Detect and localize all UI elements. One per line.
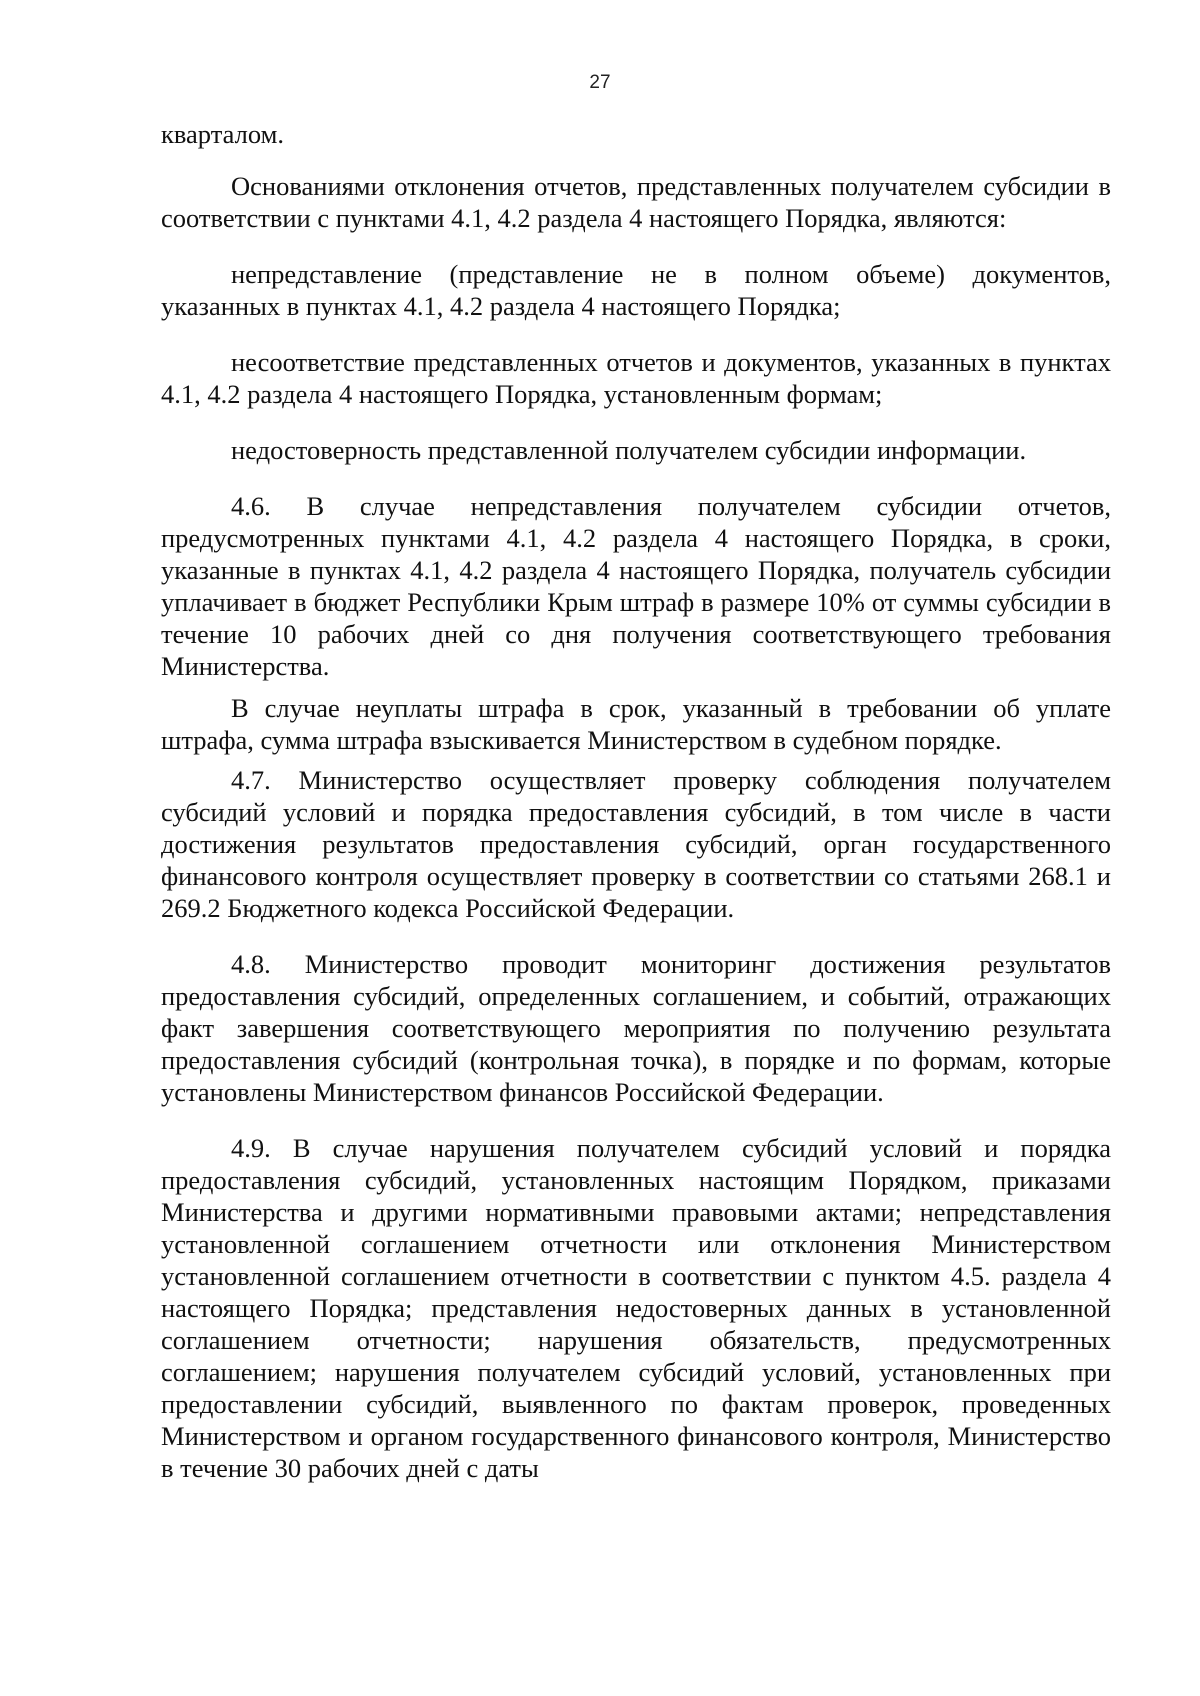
paragraph-ground-unreliability: недостоверность представленной получателем субсидии информации. (231, 435, 1027, 465)
paragraph-continuation: кварталом. (161, 119, 284, 149)
paragraph-rejection-grounds: Основаниями отклонения отчетов, представленных получателем субсидии в соответствии с пунктами 4.1, 4.2 раздела 4 настоящего Порядка, являются: (161, 171, 1111, 233)
paragraph-fine-nonpayment: В случае неуплаты штрафа в срок, указанный в требовании об уплате штрафа, сумма штрафа взыскивается Министерством в судебном порядке. (161, 693, 1111, 755)
paragraph-ground-nonconformity: несоответствие представленных отчетов и документов, указанных в пунктах 4.1, 4.2 раздела 4 настоящего Порядка, установленным формам; (161, 347, 1111, 409)
paragraph-4-8: 4.8. Министерство проводит мониторинг достижения результатов предоставления субсидий, определенных соглашением, и событий, отражающих факт завершения соответствующего мероприятия по получению результата предоставления субсидий (контрольная точка), в порядке и по формам, которые установлены Министерством финансов Российской Федерации. (161, 949, 1111, 1107)
paragraph-4-7: 4.7. Министерство осуществляет проверку соблюдения получателем субсидий условий и порядка предоставления субсидий, в том числе в части достижения результатов предоставления субсидий, орган государственного финансового контроля осуществляет проверку в соответствии со статьями 268.1 и 269.2 Бюджетного кодекса Российской Федерации. (161, 765, 1111, 923)
document-body (161, 118, 1111, 1484)
paragraph-4-9: 4.9. В случае нарушения получателем субсидий условий и порядка предоставления субсидий, установленных настоящим Порядком, приказами Министерства и другими нормативными правовыми актами; непредставления установленной соглашением отчетности или отклонения Министерством установленной соглашением отчетности в соответствии с пунктом 4.5. раздела 4 настоящего Порядка; представления недостоверных данных в установленной соглашением отчетности; нарушения обязательств, предусмотренных соглашением; нарушения получателем субсидий условий, установленных при предоставлении субсидий, выявленного по фактам проверок, проведенных Министерством и органом государственного финансового контроля, Министерство в течение 30 рабочих дней с даты (161, 1133, 1111, 1483)
paragraph-ground-nonsubmission: непредставление (представление не в полном объеме) документов, указанных в пунктах 4.1, 4.2 раздела 4 настоящего Порядка; (161, 259, 1111, 321)
page-number: 27 (589, 72, 611, 93)
paragraph-4-6: 4.6. В случае непредставления получателем субсидии отчетов, предусмотренных пунктами 4.1, 4.2 раздела 4 настоящего Порядка, в сроки, указанные в пунктах 4.1, 4.2 раздела 4 настоящего Порядка, получатель субсидии уплачивает в бюджет Республики Крым штраф в размере 10% от суммы субсидии в течение 10 рабочих дней со дня получения соответствующего требования Министерства. (161, 491, 1111, 681)
